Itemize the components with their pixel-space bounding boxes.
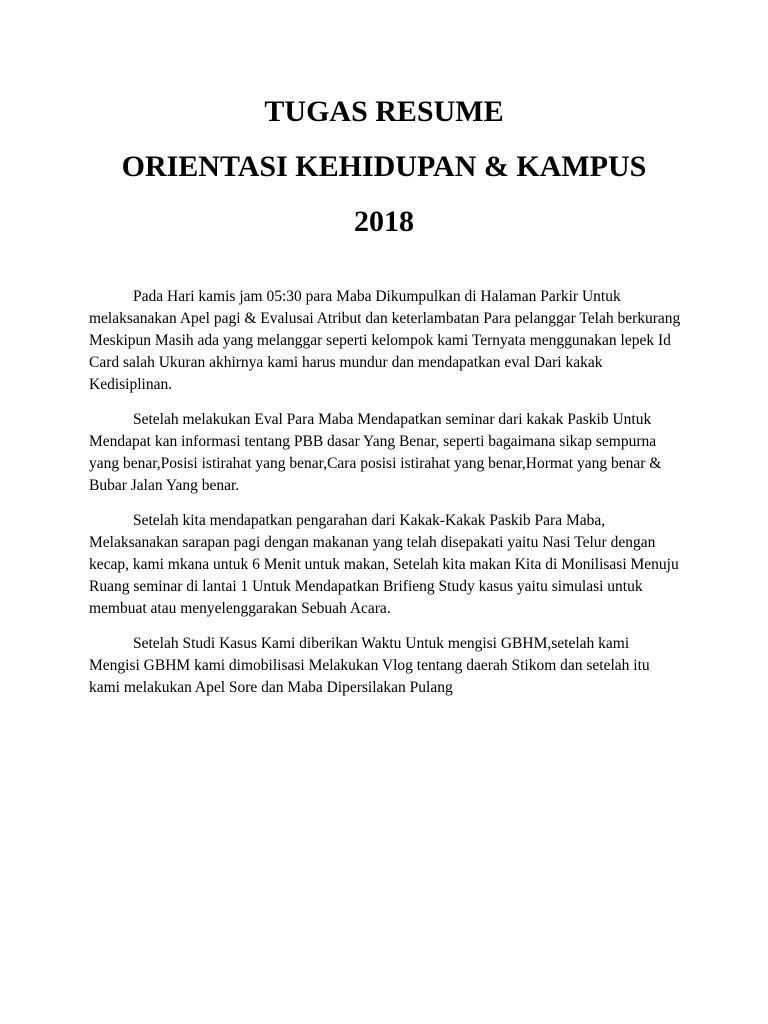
document-body <box>89 286 683 712</box>
paragraph-2: Setelah melakukan Eval Para Maba Mendapatkan seminar dari kakak Paskib Untuk Mendapat kan informasi tentang PBB dasar Yang Benar, seperti bagaimana sikap sempurna yang benar,Posisi istirahat yang benar,Cara posisi istirahat yang benar,Hormat yang benar & Bubar Jalan Yang benar. <box>89 411 662 494</box>
paragraph-3: Setelah kita mendapatkan pengarahan dari Kakak-Kakak Paskib Para Maba, Melaksanakan sarapan pagi dengan makanan yang telah disepakati yaitu Nasi Telur dengan kecap, kami mkana untuk 6 Menit untuk makan, Setelah kita makan Kita di Monilisasi Menuju Ruang seminar di lantai 1 Untuk Mendapatkan Brifieng Study kasus yaitu simulasi untuk membuat atau menyelenggarakan Sebuah Acara. <box>89 512 679 617</box>
title-line-2: ORIENTASI KEHIDUPAN & KAMPUS <box>121 150 647 183</box>
document-title <box>0 93 768 258</box>
paragraph-4: Setelah Studi Kasus Kami diberikan Waktu Untuk mengisi GBHM,setelah kami Mengisi GBHM kami dimobilisasi Melakukan Vlog tentang daerah Stikom dan setelah itu kami melakukan Apel Sore dan Maba Dipersilakan Pulang <box>89 635 650 696</box>
title-line-3: 2018 <box>354 205 414 238</box>
title-line-1: TUGAS RESUME <box>264 95 504 128</box>
paragraph-1: Pada Hari kamis jam 05:30 para Maba Dikumpulkan di Halaman Parkir Untuk melaksanakan Apel pagi & Evalusai Atribut dan keterlambatan Para pelanggar Telah berkurang Meskipun Masih ada yang melanggar seperti kelompok kami Ternyata menggunakan lepek Id Card salah Ukuran akhirnya kami harus mundur dan mendapatkan eval Dari kakak Kedisiplinan. <box>89 288 681 393</box>
